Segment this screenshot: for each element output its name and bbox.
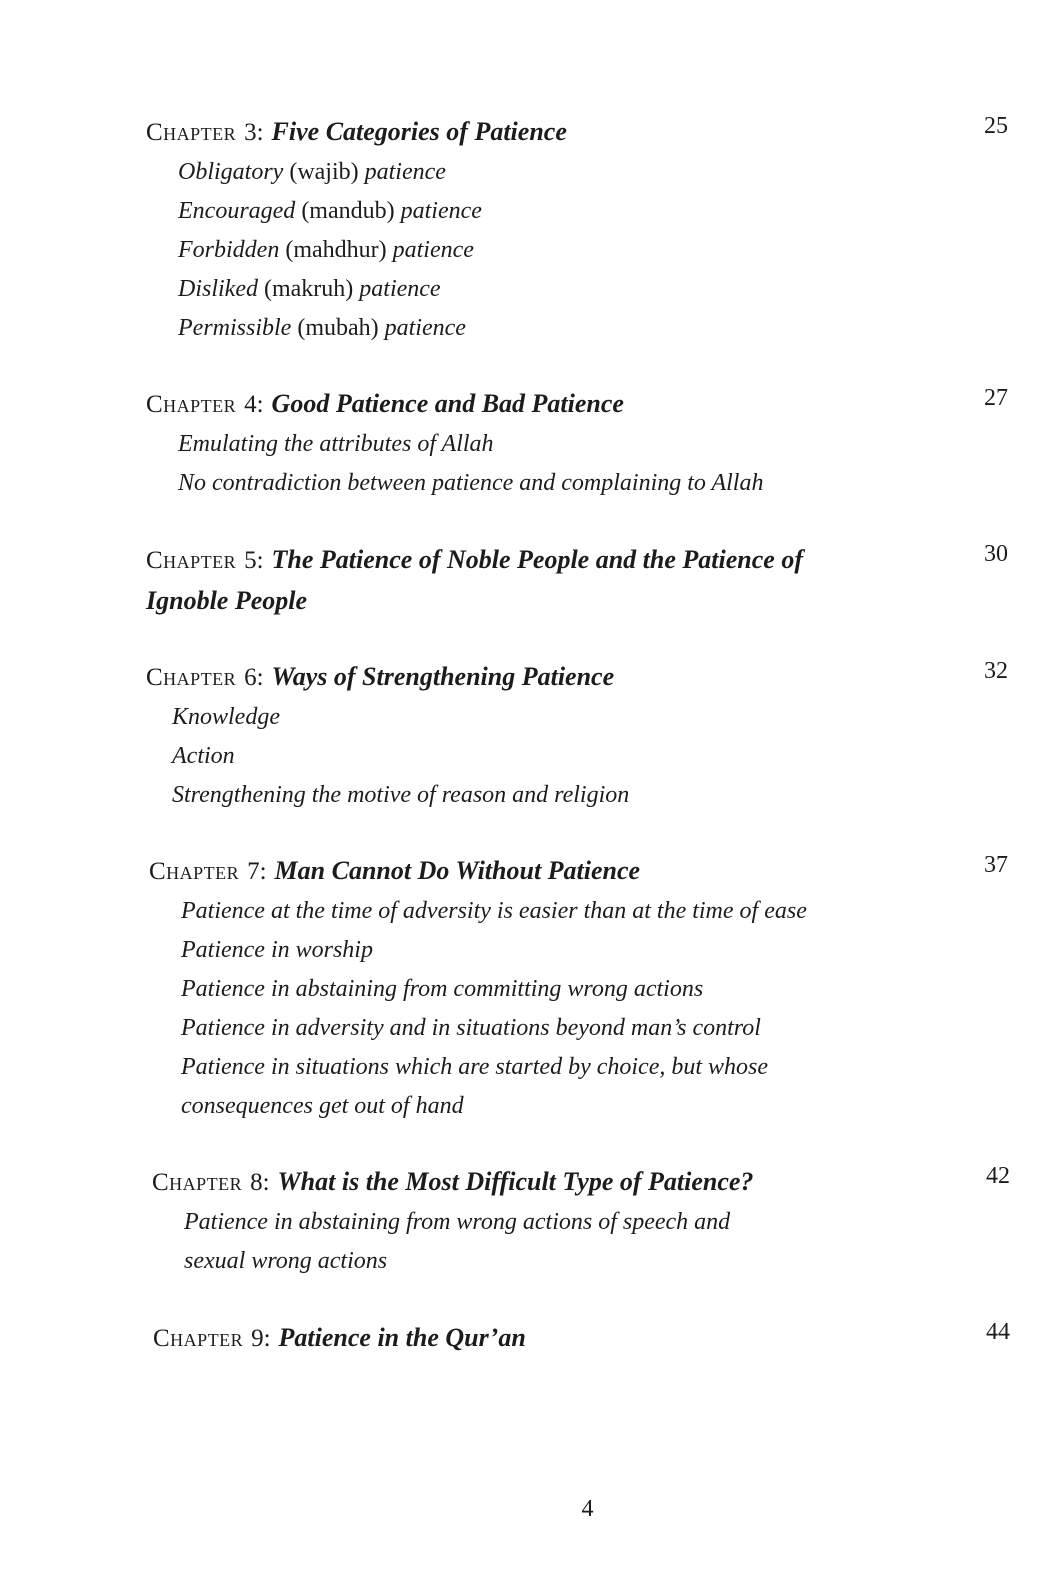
subsection-item: Patience at the time of adversity is easier than at the time of ease [181,898,807,924]
subsection-list [149,892,1029,1126]
chapter-page-number: 27 [984,385,1008,411]
chapter-number: 7: [247,858,267,885]
subsection-item: consequences get out of hand [181,1093,464,1119]
chapter-heading [149,851,1029,892]
chapter-title: Ways of Strengthening Patience [271,662,615,691]
subsection-item: Patience in abstaining from wrong actions of speech and [184,1209,731,1235]
subsection-item: Emulating the attributes of Allah [178,431,494,457]
toc-chapter-8 [152,1162,1032,1281]
chapter-heading [152,1162,1032,1203]
toc-chapter-5 [146,540,1026,621]
toc-chapter-3 [146,112,1026,348]
subsection-item: Action [172,743,235,769]
chapter-word: Chapter [146,119,237,146]
subsection-list [146,425,1026,503]
toc-chapter-4 [146,384,1026,503]
chapter-number: 5: [244,547,264,574]
chapter-title: Patience in the Qur’an [278,1323,526,1352]
chapter-word: Chapter [153,1325,244,1352]
subsection-item: sexual wrong actions [184,1248,388,1274]
chapter-page-number: 37 [984,852,1008,878]
chapter-title-line [146,540,906,581]
chapter-title: The Patience of Noble People and the Patience of [271,545,803,574]
subsection-list [146,698,1026,815]
chapter-page-number: 30 [984,541,1008,567]
chapter-heading [146,384,1026,425]
chapter-word: Chapter [146,391,237,418]
chapter-heading [146,112,1026,153]
chapter-number: 9: [251,1325,271,1352]
subsection-item: No contradiction between patience and complaining to Allah [178,470,764,496]
chapter-title: Good Patience and Bad Patience [271,389,624,418]
chapter-heading [146,657,1026,698]
subsection-item: Permissible (mubah) patience [178,315,466,341]
subsection-item: Encouraged (mandub) patience [178,198,482,224]
subsection-list [152,1203,1032,1281]
subsection-item: Knowledge [172,704,280,730]
chapter-word: Chapter [146,664,237,691]
chapter-page-number: 32 [984,658,1008,684]
chapter-number: 4: [244,391,264,418]
toc-chapter-9 [153,1318,1033,1359]
chapter-number: 6: [244,664,264,691]
subsection-item: Strengthening the motive of reason and religion [172,782,630,808]
toc-chapter-6 [146,657,1026,815]
subsection-item: Patience in abstaining from committing wrong actions [181,976,704,1002]
subsection-item: Patience in worship [181,937,373,963]
chapter-title: Five Categories of Patience [271,117,567,146]
chapter-title: Man Cannot Do Without Patience [274,856,641,885]
page-number: 4 [581,1496,594,1522]
chapter-number: 8: [250,1169,270,1196]
chapter-title-continued: Ignoble People [146,586,308,615]
subsection-item: Disliked (makruh) patience [178,276,441,302]
chapter-heading [153,1318,1033,1359]
toc-chapter-7 [149,851,1029,1126]
chapter-heading [146,540,1026,621]
subsection-item: Patience in adversity and in situations beyond man’s control [181,1015,761,1041]
chapter-page-number: 42 [986,1163,1010,1189]
chapter-word: Chapter [149,858,240,885]
chapter-page-number: 25 [984,113,1008,139]
chapter-title: What is the Most Difficult Type of Patience? [277,1167,754,1196]
subsection-item: Forbidden (mahdhur) patience [178,237,474,263]
chapter-word: Chapter [146,547,237,574]
chapter-page-number: 44 [986,1319,1010,1345]
subsection-item: Obligatory (wajib) patience [178,159,446,185]
subsection-list [146,153,1026,348]
chapter-number: 3: [244,119,264,146]
chapter-word: Chapter [152,1169,243,1196]
subsection-item: Patience in situations which are started by choice, but whose [181,1054,769,1080]
